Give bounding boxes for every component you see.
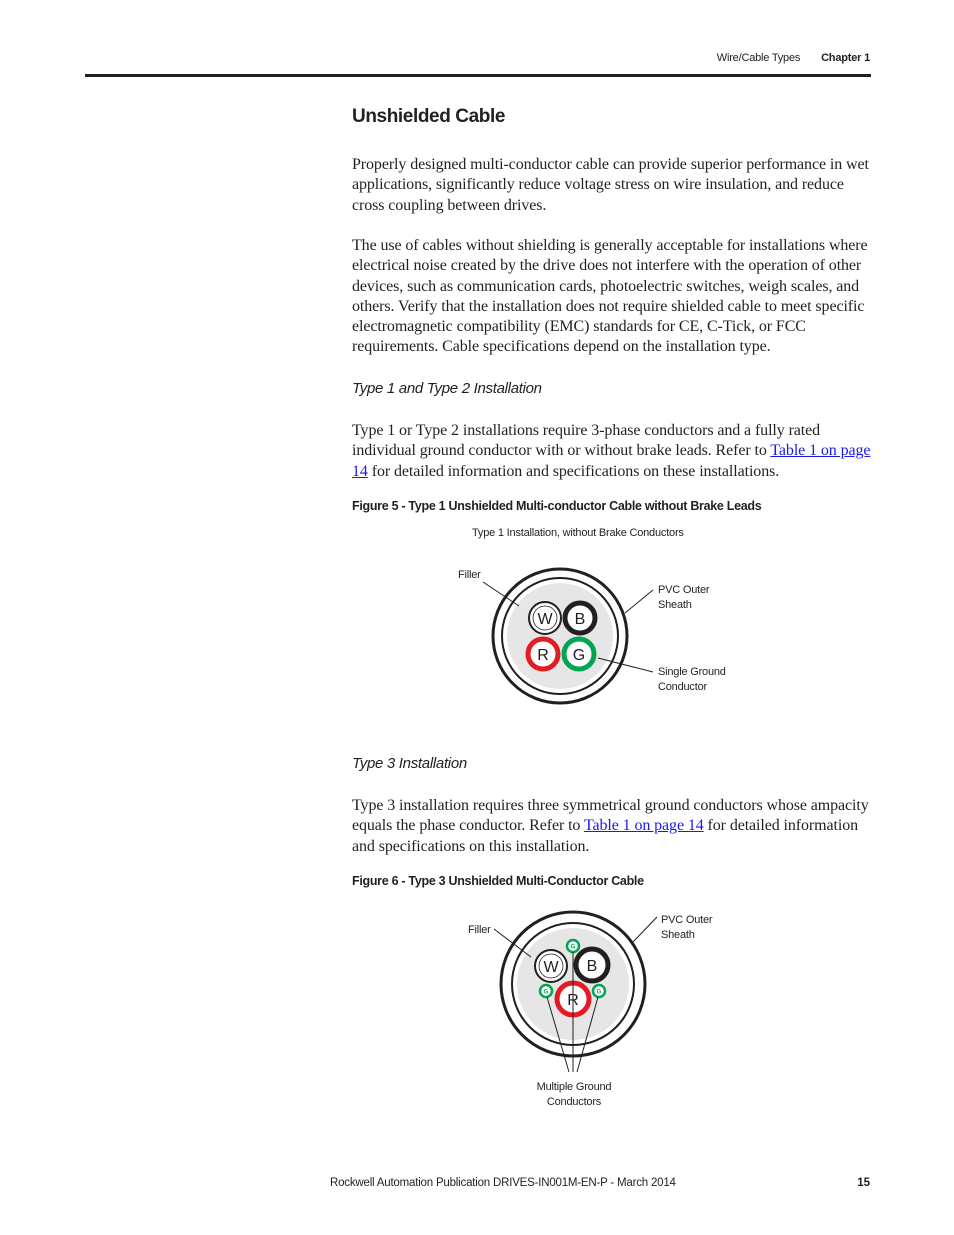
ground-left-label: G xyxy=(543,989,549,996)
figure5-caption: Figure 5 - Type 1 Unshielded Multi-conductor Cable without Brake Leads xyxy=(352,499,762,513)
figure6-ground-line1: Multiple Ground xyxy=(536,1081,612,1093)
conductor-b-label: B xyxy=(586,958,598,975)
sheath-leader xyxy=(631,917,657,944)
figure6-filler-label: Filler xyxy=(468,924,491,936)
header-chapter: Chapter 1 xyxy=(821,52,870,64)
paragraph-intro: Properly designed multi-conductor cable can provide superior performance in wet applications, significantly reduce voltage stress on wire insulation, and reduce cross coupling between drives. xyxy=(352,156,869,214)
paragraph-unshielded-use: The use of cables without shielding is generally acceptable for installations where electrical noise created by the drive does not interfere with the operation of other devices, such as communication cards, photoelectric switches, weigh scales, and others. Verify that the installation does not require shielded cable to meet specific electromagnetic compatibility (EMC) standards for CE, C-Tick, or FCC requirements. Cable specifications depend on the installation type. xyxy=(352,237,868,356)
table1-link-2[interactable]: Table 1 on page 14 xyxy=(583,817,704,835)
section-title: Unshielded Cable xyxy=(352,106,506,127)
ground-top-label: G xyxy=(570,944,576,951)
paragraph-type3-text: Type 3 installation requires three symmetrical ground conductors whose ampacity equals the phase conductor. Refer to xyxy=(352,797,869,835)
figure5-sheath-line2: Sheath xyxy=(658,599,692,611)
figure6-sheath-line1: PVC Outer xyxy=(661,914,713,926)
subheading-type3: Type 3 Installation xyxy=(352,755,467,772)
ground-right-label: G xyxy=(596,989,602,996)
subheading-type1-type2: Type 1 and Type 2 Installation xyxy=(352,380,542,397)
conductor-r-label: R xyxy=(537,647,549,664)
figure5-ground-line2: Conductor xyxy=(658,681,707,693)
conductor-w-label: W xyxy=(537,611,553,628)
page-number: 15 xyxy=(857,1177,870,1189)
figure6-caption: Figure 6 - Type 3 Unshielded Multi-Conductor Cable xyxy=(352,874,644,888)
figure5-filler-label: Filler xyxy=(458,569,481,581)
conductor-w-label: W xyxy=(543,959,559,976)
figure6-sheath-label xyxy=(661,913,712,943)
footer-publication: Rockwell Automation Publication DRIVES-IN001M-EN-P - March 2014 xyxy=(330,1177,676,1189)
header-section: Wire/Cable Types xyxy=(716,52,801,64)
conductor-b-label: B xyxy=(574,611,586,628)
paragraph-type3-text-end: for detailed information and specifications on this installation. xyxy=(352,817,858,855)
table1-link[interactable]: Table 1 on page 14 xyxy=(352,442,871,480)
figure6-ground-line2: Conductors xyxy=(546,1096,602,1108)
figure5-sheath-line1: PVC Outer xyxy=(658,584,710,596)
figure5-ground-line1: Single Ground xyxy=(658,666,726,678)
conductor-g-label: G xyxy=(572,647,586,664)
conductor-r-label: R xyxy=(567,992,579,1009)
figure5-subtitle: Type 1 Installation, without Brake Conductors xyxy=(472,527,684,539)
paragraph-type1-type2-text-end: for detailed information and specifications on these installations. xyxy=(367,462,780,480)
figure6-sheath-line2: Sheath xyxy=(661,929,695,941)
figure6-ground-label xyxy=(514,1080,634,1110)
paragraph-type1-type2-text: Type 1 or Type 2 installations require 3-phase conductors and a fully rated individual ground conductor with or without brake leads. Refer to xyxy=(352,422,821,460)
